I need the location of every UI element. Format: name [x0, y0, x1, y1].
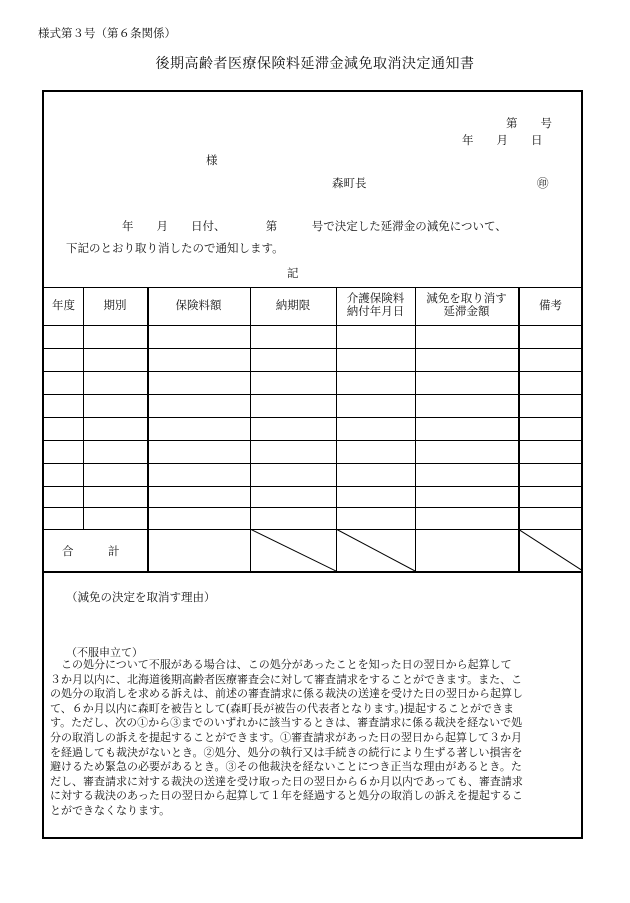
date-line: 年 月 日 [462, 133, 543, 147]
recipient-suffix: 様 [206, 153, 218, 167]
appeal-text [50, 658, 523, 819]
table-top-line [44, 287, 581, 288]
seal-mark: ㊞ [537, 176, 549, 190]
appeal-line: ３か月以内に、北海道後期高齢者医療審査会に対して審査請求をすることができます。また、こ [50, 672, 523, 686]
row-line [44, 440, 581, 441]
issuer-name: 森町長 [332, 176, 367, 190]
col-header-period: 期別 [103, 298, 127, 312]
row-line [44, 348, 581, 349]
diagonal-slash [250, 529, 336, 571]
diagonal-slash [336, 529, 415, 571]
form-number: 様式第３号（第６条関係） [38, 26, 176, 40]
col-line [415, 287, 416, 571]
ki-mark: 記 [287, 266, 299, 280]
appeal-line: だし、審査請求に対する裁決の送達を受け取った日の翌日から６か月以内であっても、審査請求 [50, 774, 523, 788]
appeal-line: 避けるため緊急の必要があるとき。③その他裁決を経ないことにつき正当な理由があるとき。た [50, 760, 522, 774]
number-line: 第 号 [506, 116, 552, 130]
appeal-line: に対する裁決のあった日の翌日から起算して１年を経過すると処分の取消しの訴えを提起するこ [50, 789, 523, 803]
row-line [44, 507, 581, 508]
col-header-premium: 保険料額 [175, 298, 222, 312]
appeal-line: この処分について不服がある場合は、この処分があったことを知った日の翌日から起算して [50, 658, 512, 671]
appeal-line: を経過しても裁決がないとき。②処分、処分の執行又は手続きの続行により生ずる著しい損害を [50, 745, 523, 759]
col-line [147, 287, 149, 571]
appeal-line: て、６か月以内に森町を被告として(森町長が被告の代表者となります。)提起することができま [50, 701, 514, 715]
reason-label: （減免の決定を取消す理由） [66, 590, 216, 604]
row-line [44, 394, 581, 395]
appeal-line: とができなくなります。 [50, 803, 171, 817]
col-header-remarks: 備考 [539, 298, 562, 312]
row-line [44, 463, 581, 464]
row-line [44, 371, 581, 372]
row-line [44, 417, 581, 418]
body-line-2: 下記のとおり取り消したので通知します。 [66, 241, 284, 255]
diagonal-slash [518, 529, 583, 571]
appeal-heading: （不服申立て） [66, 646, 143, 659]
table-bottom-line [44, 571, 581, 573]
body-line-1: 年 月 日付、 第 号で決定した延滞金の減免について、 [122, 219, 507, 233]
col-header-cancel-amount: 減免を取り消す 延滞金額 [426, 291, 507, 318]
row-line [44, 486, 581, 487]
notice-frame [42, 90, 583, 839]
col-header-due-date: 納期限 [275, 298, 311, 312]
table-header-line [44, 325, 581, 326]
appeal-line: 分の取消しの訴えを提起することができます。①審査請求があった日の翌日から起算して３か月 [50, 730, 523, 744]
appeal-line: の処分の取消しを求める訴えは、前述の審査請求に係る裁決の送達を受けた日の翌日から起算し [50, 687, 523, 701]
col-header-care-payment-date: 介護保険料 納付年月日 [346, 291, 405, 318]
appeal-line: す。ただし、次の①から③までのいずれかに該当するときは、審査請求に係る裁決を経ないで処 [50, 716, 523, 730]
total-label: 合 計 [62, 544, 120, 558]
col-line [83, 287, 84, 529]
page-title: 後期高齢者医療保険料延滞金減免取消決定通知書 [155, 56, 475, 72]
col-header-year: 年度 [52, 298, 75, 312]
